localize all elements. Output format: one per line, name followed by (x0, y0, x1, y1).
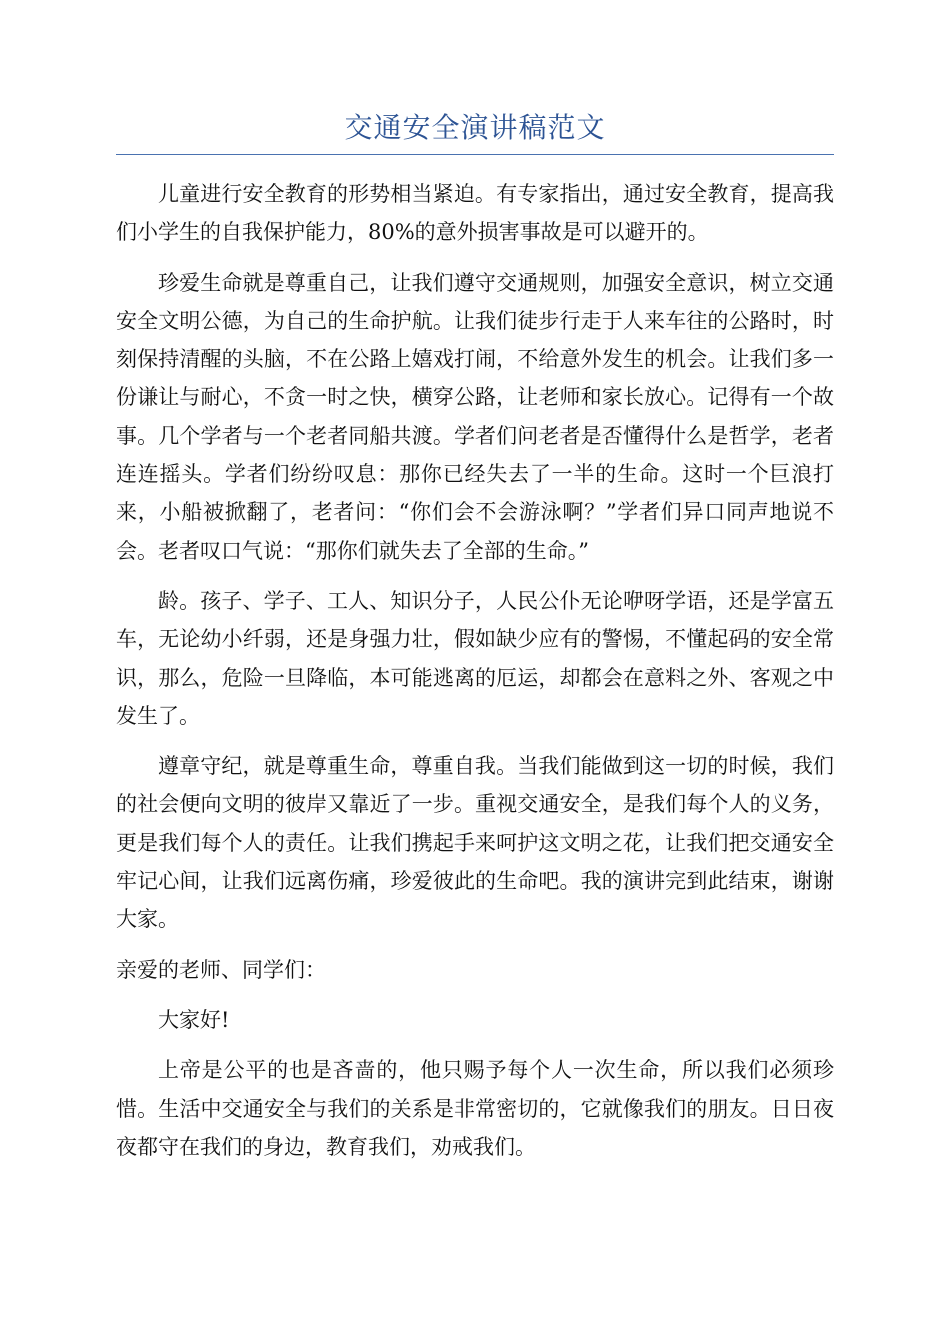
title-block (116, 108, 834, 155)
paragraph: 遵章守纪，就是尊重生命，尊重自我。当我们能做到这一切的时候，我们的社会便向文明的彼岸又靠近了一步。重视交通安全，是我们每个人的义务，更是我们每个人的责任。让我们携起手来呵护这文明之花，让我们把交通安全牢记心间，让我们远离伤痛，珍爱彼此的生命吧。我的演讲完到此结束，谢谢大家。 (116, 754, 834, 932)
salutation: 亲爱的老师、同学们： (116, 957, 326, 982)
paragraph: 儿童进行安全教育的形势相当紧迫。有专家指出，通过安全教育，提高我们小学生的自我保护能力，80%的意外损害事故是可以避开的。 (116, 182, 834, 245)
paragraph: 上帝是公平的也是吝啬的，他只赐予每个人一次生命，所以我们必须珍惜。生活中交通安全与我们的关系是非常密切的，它就像我们的朋友。日日夜夜都守在我们的身边，教育我们，劝戒我们。 (116, 1058, 834, 1159)
document-body (116, 175, 834, 1178)
paragraph: 珍爱生命就是尊重自己，让我们遵守交通规则，加强安全意识，树立交通安全文明公德，为自己的生命护航。让我们徒步行走于人来车往的公路时，时刻保持清醒的头脑，不在公路上嬉戏打闹，不给意外发生的机会。让我们多一份谦让与耐心，不贪一时之快，横穿公路，让老师和家长放心。记得有一个故事。几个学者与一个老者同船共渡。学者们问老者是否懂得什么是哲学，老者连连摇头。学者们纷纷叹息：那你已经失去了一半的生命。这时一个巨浪打来，小船被掀翻了，老者问：“你们会不会游泳啊？”学者们异口同声地说不会。老者叹口气说：“那你们就失去了全部的生命。” (116, 270, 834, 563)
greeting: 大家好! (158, 1007, 230, 1032)
paragraph: 龄。孩子、学子、工人、知识分子，人民公仆无论咿呀学语，还是学富五车，无论幼小纤弱，还是身强力壮，假如缺少应有的警惕，不懂起码的安全常识，那么，危险一旦降临，本可能逃离的厄运，却都会在意料之外、客观之中发生了。 (116, 588, 834, 728)
document-title: 交通安全演讲稿范文 (344, 111, 606, 144)
